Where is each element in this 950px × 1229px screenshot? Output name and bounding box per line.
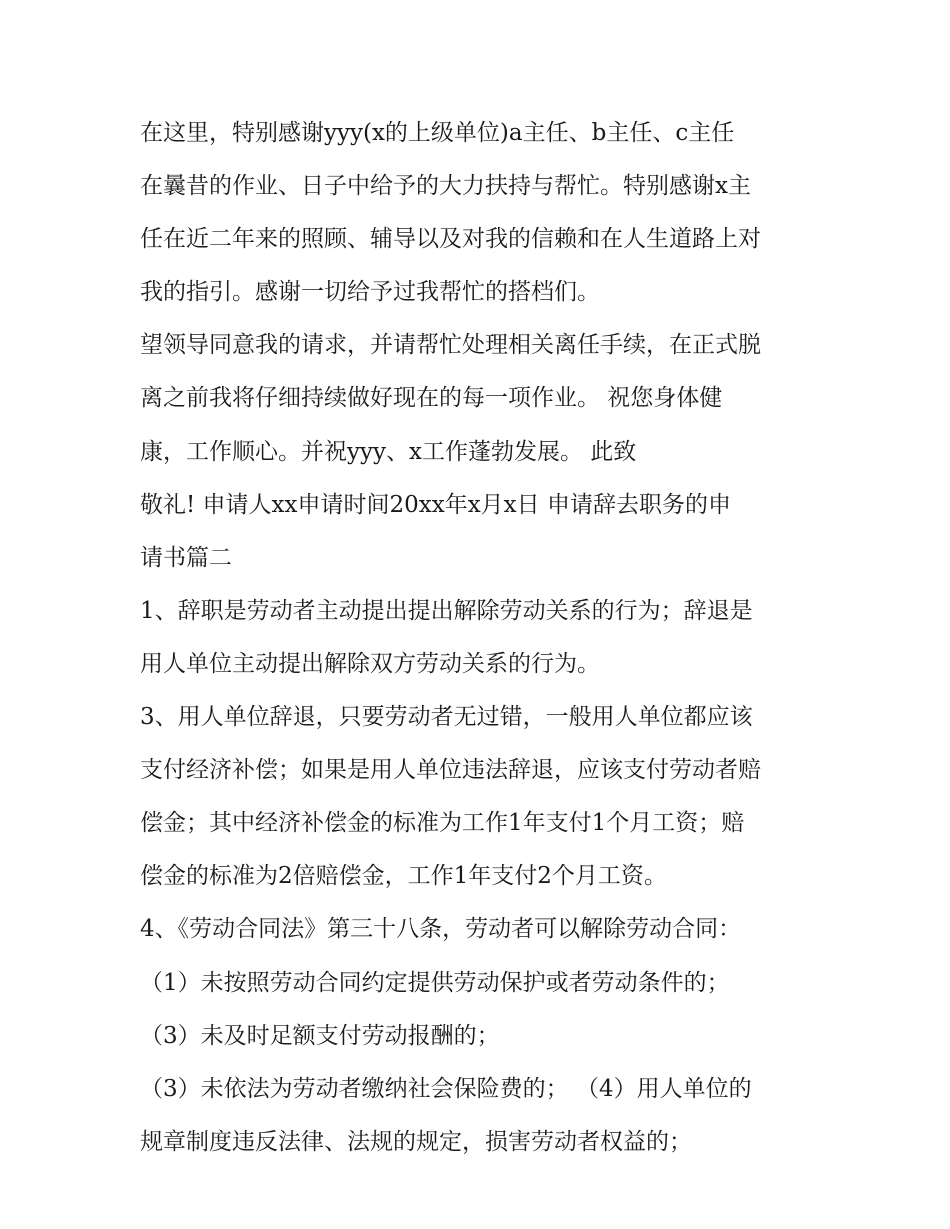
text-line: 1、辞职是劳动者主动提出提出解除劳动关系的行为；辞退是 <box>140 597 753 624</box>
text-line: 请书篇二 <box>140 544 232 571</box>
text-line: 在这里，特别感谢yyy(x的上级单位)a主任、b主任、c主任 <box>140 120 735 146</box>
text-line: 支付经济补偿；如果是用人单位违法辞退，应该支付劳动者赔 <box>140 757 761 784</box>
document-body <box>140 107 820 1169</box>
text-line: （3）未及时足额支付劳动报酬的； <box>140 1022 500 1049</box>
text-line: 望领导同意我的请求，并请帮忙处理相关离任手续，在正式脱 <box>140 332 761 359</box>
text-line: 偿金；其中经济补偿金的标准为工作1年支付1个月工资；赔 <box>140 810 745 837</box>
text-line: 4、《劳动合同法》第三十八条，劳动者可以解除劳动合同： <box>140 916 742 943</box>
text-line: （3）未依法为劳动者缴纳社会保险费的； （4）用人单位的 <box>140 1075 752 1102</box>
text-line: 偿金的标准为2倍赔偿金，工作1年支付2个月工资。 <box>140 863 667 890</box>
text-line: 用人单位主动提出解除双方劳动关系的行为。 <box>140 650 600 677</box>
text-line: 任在近二年来的照顾、辅导以及对我的信赖和在人生道路上对 <box>140 226 761 253</box>
text-line: 敬礼! 申请人xx申请时间20xx年x月x日 申请辞去职务的申 <box>140 491 731 518</box>
text-line: 我的指引。感谢一切给予过我帮忙的搭档们。 <box>140 279 600 306</box>
text-line: 在曩昔的作业、日子中给予的大力扶持与帮忙。特别感谢x主 <box>140 173 751 200</box>
text-line: 3、用人单位辞退，只要劳动者无过错，一般用人单位都应该 <box>140 704 753 731</box>
text-line: 康，工作顺心。并祝yyy、x工作蓬勃发展。 此致 <box>140 438 637 465</box>
text-line: 规章制度违反法律、法规的规定，损害劳动者权益的； <box>140 1128 692 1155</box>
text-line: （1）未按照劳动合同约定提供劳动保护或者劳动条件的； <box>140 969 730 996</box>
text-line: 离之前我将仔细持续做好现在的每一项作业。 祝您身体健 <box>140 385 723 412</box>
